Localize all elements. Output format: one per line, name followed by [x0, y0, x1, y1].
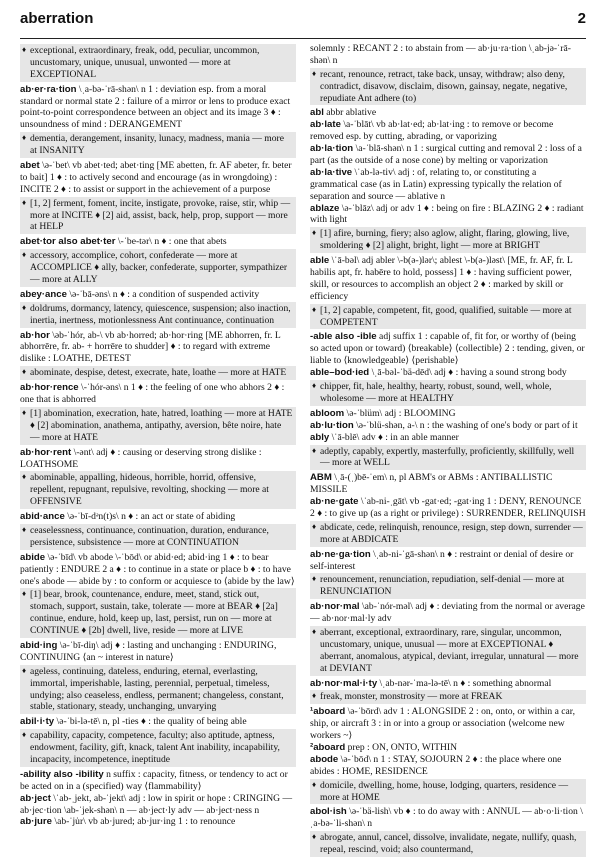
synonym-block	[20, 407, 296, 445]
headword: ab·nor·mal·i·ty	[310, 677, 378, 689]
dictionary-entry	[310, 678, 586, 690]
synonym-block	[310, 380, 586, 406]
dictionary-entry	[20, 447, 296, 471]
definition-text: \ə-ˈbīd\ vb abode \-ˈbōd\ or abid·ed; abid·ing 1 ♦ : to bear patiently : ENDURE 2 a ♦ : to continue in a state or place b ♦ : to have one's abode — abide by : to conform or acquiesce to ⟨abide by the law⟩	[20, 551, 295, 587]
definition-text: \ə-ˈbī-dᵊn(t)s\ n ♦ : an act or state of abiding	[64, 511, 236, 523]
definition-text: \ə-ˈbī-diŋ\ adj ♦ : lasting and unchanging : ENDURING, CONTINUING ⟨an ~ interest in nature⟩	[20, 639, 277, 663]
synonym-text: abominable, appalling, hideous, horrible, horrid, offensive, repellent, repugnant, repulsive, revolting, shocking — more at OFFENSIVE	[30, 472, 269, 508]
dictionary-entry	[310, 143, 586, 167]
synonym-text: abominate, despise, detest, execrate, hate, loathe — more at HATE	[30, 367, 287, 379]
dictionary-entry	[310, 432, 586, 444]
dictionary-entry	[310, 408, 586, 420]
synonym-text: accessory, accomplice, cohort, confederate — more at ACCOMPLICE ♦ ally, backer, confederate, supporter, sympathizer — more at ALLY	[30, 250, 288, 286]
definition-text: \ˈab-lə-tiv\ adj : of, relating to, or constituting a grammatical case (as in Latin) expressing typically the relation of separation and source — ablative n	[310, 166, 562, 202]
synonym-block	[310, 779, 586, 805]
definition-text: \ab-ˈnór-məl\ adj ♦ : deviating from the normal or average — ab·nor·mal·ly adv	[310, 601, 585, 625]
headword: abil·i·ty	[20, 716, 55, 728]
synonym-block	[20, 665, 296, 715]
definition-text: \ˌab-ni-ˈgā-shən\ n ♦ : restraint or denial of desire or self-interest	[310, 548, 574, 572]
dictionary-entry	[20, 289, 296, 301]
synonym-block	[310, 521, 586, 547]
dictionary-entry	[310, 420, 586, 432]
definition-text: \ˈā-bəl\ adj abler \-b(ə-)lər\; ablest \-b(ə-)ləst\ [ME, fr. AF, fr. L habilis apt, fr. habēre to hold, possess] 1 ♦ : having sufficient power, skill, or resources to accomplish an object 2 ♦ : marked by skill or efficiency	[310, 255, 573, 302]
headword: ¹aboard	[310, 706, 346, 718]
dictionary-entry	[20, 84, 296, 132]
synonym-text: doldrums, dormancy, latency, quiescence, suspension; also inaction, inertia, inertness, motionlessness Ant continuance, continuation	[30, 302, 291, 326]
dictionary-entry	[310, 742, 586, 754]
headword: abol·ish	[310, 806, 347, 818]
headword: abet	[20, 160, 40, 172]
headword: abode	[310, 753, 339, 765]
synonym-text: ceaselessness, continuance, continuation, duration, endurance, persistence, subsistence — more at CONTINUATION	[30, 524, 269, 548]
dictionary-entry	[310, 472, 586, 496]
definition-text: \a-ˈblāt\ vb ab·lat·ed; ab·lat·ing : to remove or become removed esp. by cutting, abrading, or vaporizing	[310, 119, 554, 143]
definition-text: \ˌa-bə-ˈrā-shən\ n 1 : deviation esp. from a moral standard or normal state 2 : failure of a mirror or lens to produce exact point-to-point correspondence between an object and its image 3 ♦ : unsoundness of mind : DERANGEMENT	[20, 83, 291, 131]
definition-text: \ə-ˈblüm\ adj : BLOOMING	[344, 407, 456, 419]
headword: abl	[310, 107, 324, 119]
synonym-text: dementia, derangement, insanity, lunacy, madness, mania — more at INSANITY	[30, 133, 284, 157]
dictionary-entry	[310, 255, 586, 303]
synonym-block	[310, 445, 586, 471]
headword: ab·ne·gate	[310, 496, 359, 508]
synonym-text: ageless, continuing, dateless, enduring, eternal, everlasting, immortal, imperishable, lasting, perennial, perpetual, timeless, undying; also ceaseless, endless, permanent; changeless, constant, stable, stationary, steady, unchanging, unvarying	[30, 665, 284, 713]
headword: ab·ject	[20, 792, 51, 804]
headword: ab·ne·ga·tion	[310, 548, 371, 560]
definition-text: \ab-ˈju̇r\ vb ab·jured; ab·jur·ing 1 : to renounce	[52, 816, 236, 828]
synonym-text: freak, monster, monstrosity — more at FREAK	[320, 691, 503, 703]
synonym-block	[310, 831, 586, 857]
dictionary-entry	[20, 511, 296, 523]
synonym-block	[20, 366, 296, 380]
headword: able	[310, 255, 330, 267]
synonym-text: [1] afire, burning, fiery; also aglow, alight, flaring, glowing, live, smoldering ♦ [2] alight, bright, light — more at BRIGHT	[320, 228, 570, 252]
header-rule	[20, 38, 586, 39]
definition-text: n suffix : capacity, fitness, or tendency to act or be acted on in a (specified) way ⟨flammability⟩	[20, 768, 288, 792]
synonym-text: recant, renounce, retract, take back, unsay, withdraw; also deny, contradict, disavow, disclaim, disown, gainsay, negate, negative, repudiate Ant adhere (to)	[320, 68, 568, 104]
dictionary-entry	[310, 203, 586, 227]
synonym-text: renouncement, renunciation, repudiation, self-denial — more at RENUNCIATION	[320, 574, 565, 598]
dictionary-entry	[20, 640, 296, 664]
dictionary-entry	[20, 552, 296, 588]
dictionary-entry	[310, 43, 586, 67]
dictionary-entry	[310, 806, 586, 830]
headword: ab·hor·rent	[20, 446, 72, 458]
synonym-block	[20, 588, 296, 638]
definition-text: \ə-ˈbōd\ n 1 : STAY, SOJOURN 2 ♦ : the place where one abides : HOME, RESIDENCE	[310, 753, 562, 777]
headword: ab·lu·tion	[310, 419, 354, 431]
page-number: 2	[577, 10, 586, 27]
definition-text: \ə-ˈbā-əns\ n ♦ : a condition of suspended activity	[66, 288, 260, 300]
definition-text: abbr ablative	[323, 107, 377, 119]
synonym-block	[310, 68, 586, 106]
left-column	[20, 43, 296, 859]
definition-text: \ˈab-ˌjekt, ab-ˈjekt\ adj : low in spirit or hope : CRINGING — ab·jec·tion \ab-ˈjek-shən\ n — ab·ject·ly adv — ab·ject·ness n	[20, 792, 293, 816]
synonym-text: [1, 2] ferment, foment, incite, instigate, provoke, raise, stir, whip — more at INCITE ♦ [2] aid, assist, back, help, prop, support — more at HELP	[30, 197, 291, 233]
headword: ab·hor·rence	[20, 382, 79, 394]
definition-text: \ə-ˈbōrd\ adv 1 : ALONGSIDE 2 : on, onto, or within a car, ship, or aircraft 3 : in or into a group or association ⟨welcome new workers ~⟩	[310, 706, 576, 742]
synonym-text: exceptional, extraordinary, freak, odd, peculiar, uncommon, uncustomary, unique, unusual, unwonted — more at EXCEPTIONAL	[30, 45, 260, 80]
definition-text: adj suffix 1 : capable of, fit for, or worthy of (being so acted upon or toward) ⟨breakable⟩ ⟨collectible⟩ 2 : tending, given, or liable to ⟨knowledgeable⟩ ⟨perishable⟩	[310, 331, 585, 367]
definition-text: \-ənt\ adj ♦ : causing or deserving strong dislike : LOATHSOME	[20, 446, 262, 470]
synonym-block	[20, 44, 296, 82]
headword: ab·la·tive	[310, 166, 353, 178]
synonym-block	[20, 524, 296, 550]
headword: able–bod·ied	[310, 367, 370, 379]
guide-word: aberration	[20, 10, 94, 27]
headword: ab·er·ra·tion	[20, 83, 77, 95]
headword: ab·nor·mal	[310, 601, 360, 613]
dictionary-entry	[310, 549, 586, 573]
definition-text: \-ˈbe-tər\ n ♦ : one that abets	[115, 236, 227, 248]
definition-text: \ˈab-ni-ˌgāt\ vb -gat·ed; -gat·ing 1 : DENY, RENOUNCE 2 ♦ : to give up (as a right or privilege) : SURRENDER, RELINQUISH	[310, 496, 586, 519]
headword: ab·hor	[20, 329, 50, 341]
synonym-text: [1] abomination, execration, hate, hatred, loathing — more at HATE ♦ [2] abomination, anathema, antipathy, aversion, bête noire, hate — more at HATE	[30, 407, 293, 443]
headword: ²aboard	[310, 741, 346, 753]
right-column	[310, 43, 586, 859]
definition-text: solemnly : RECANT 2 : to abstain from — ab·ju·ra·tion \ˌab-jə-ˈrā-shən\ n	[310, 43, 571, 66]
definition-text: \ˌab-nər-ˈma-lə-tē\ n ♦ : something abnormal	[377, 677, 552, 689]
definition-text: \əb-ˈhór, ab-\ vb ab·horred; ab·hor·ring [ME abhorren, fr. L abhorrēre, fr. ab- + horrēre to shudder] ♦ : to regard with extreme dislike : LOATHE, DETEST	[20, 329, 281, 365]
synonym-block	[310, 227, 586, 253]
synonym-block	[20, 249, 296, 287]
synonym-text: [1, 2] capable, competent, fit, good, qualified, suitable — more at COMPETENT	[320, 304, 572, 328]
headword: abey·ance	[20, 288, 67, 300]
synonym-text: abdicate, cede, relinquish, renounce, resign, step down, surrender — more at ABDICATE	[320, 521, 583, 545]
headword: ablaze	[310, 202, 340, 214]
synonym-text: adeptly, capably, expertly, masterfully, proficiently, skillfully, well — more at WELL	[320, 445, 575, 469]
synonym-block	[310, 304, 586, 330]
columns	[20, 43, 586, 859]
headword: abid·ing	[20, 639, 58, 651]
synonym-text: [1] bear, brook, countenance, endure, meet, stand, stick out, stomach, support, sustain, take, tolerate — more at BEAR ♦ [2a] continue, endure, hold, keep up, last, persist, run on — more at CONTINUE ♦ [2b] dwell, live, reside — more at LIVE	[30, 589, 278, 637]
definition-text: \ə-ˈbi-lə-tē\ n, pl -ties ♦ : the quality of being able	[54, 716, 247, 728]
synonym-text: abrogate, annul, cancel, dissolve, invalidate, negate, nullify, quash, repeal, rescind, void; also countermand,	[320, 832, 577, 856]
headword: ab·late	[310, 119, 341, 131]
synonym-text: capability, capacity, competence, faculty; also aptitude, aptness, endowment, facility, gift, knack, talent Ant inability, incapability, incapacity, incompetence, ineptitude	[30, 730, 280, 765]
synonym-text: chipper, fit, hale, healthy, hearty, robust, sound, well, whole, wholesome — more at HEALTHY	[320, 381, 552, 404]
dictionary-entry	[20, 330, 296, 366]
dictionary-entry	[20, 793, 296, 817]
headword: ab·jure	[20, 816, 52, 828]
synonym-block	[20, 302, 296, 328]
headword: -able also -ible	[310, 331, 377, 343]
dictionary-entry	[20, 816, 296, 828]
synonym-text: aberrant, exceptional, extraordinary, rare, singular, uncommon, uncustomary, unique, unusual — more at EXCEPTIONAL ♦ aberrant, anomalous, atypical, deviant, irregular, unnatural — more at DEVIANT	[320, 626, 579, 674]
synonym-text: domicile, dwelling, home, house, lodging, quarters, residence — more at HOME	[320, 779, 569, 803]
page-header	[20, 10, 586, 36]
headword: abide	[20, 551, 46, 563]
dictionary-entry	[20, 382, 296, 406]
synonym-block	[20, 197, 296, 235]
synonym-block	[310, 573, 586, 599]
dictionary-entry	[310, 119, 586, 143]
headword: ABM	[310, 472, 332, 484]
dictionary-entry	[310, 601, 586, 625]
synonym-block	[310, 626, 586, 676]
definition-text: \ˌā-(ˌ)bē-ˈem\ n, pl ABM's or ABMs : ANTIBALLISTIC MISSILE	[310, 472, 553, 496]
definition-text: \ə-ˈblāz\ adj or adv 1 ♦ : being on fire : BLAZING 2 ♦ : radiant with light	[310, 202, 584, 226]
dictionary-entry	[310, 706, 586, 742]
definition-text: \ˌā-bəl-ˈbä-dēd\ adj ♦ : having a sound strong body	[369, 367, 567, 379]
headword: -ability also -ibility	[20, 768, 104, 780]
synonym-block	[20, 471, 296, 509]
dictionary-entry	[310, 754, 586, 778]
definition-text: prep : ON, ONTO, WITHIN	[345, 741, 458, 753]
dictionary-entry	[310, 496, 586, 520]
dictionary-entry	[310, 107, 586, 119]
headword: abid·ance	[20, 511, 65, 523]
dictionary-entry	[310, 367, 586, 379]
synonym-block	[310, 690, 586, 704]
dictionary-entry	[310, 331, 586, 367]
definition-text: \ə-ˈblü-shən, a-\ n : the washing of one's body or part of it	[353, 419, 578, 431]
synonym-block	[20, 132, 296, 158]
definition-text: \-ˈhór-əns\ n 1 ♦ : the feeling of one who abhors 2 ♦ : one that is abhorred	[20, 382, 285, 406]
definition-text: \ˈā-blē\ adv ♦ : in an able manner	[329, 431, 459, 443]
definition-text: \a-ˈblā-shən\ n 1 : surgical cutting and removal 2 : loss of a part (as the outside of a nose cone) by melting or vaporization	[310, 143, 582, 167]
dictionary-entry	[20, 236, 296, 248]
synonym-block	[20, 729, 296, 767]
dictionary-entry	[310, 167, 586, 203]
headword: abloom	[310, 407, 345, 419]
headword: ab·la·tion	[310, 143, 354, 155]
definition-text: \ə-ˈbet\ vb abet·ted; abet·ting [ME abetten, fr. AF abeter, fr. beter to bait] 1 ♦ : to actively second and encourage (as in wrongdoing) : INCITE 2 ♦ : to assist or support in the achievement of a purpose	[20, 160, 292, 195]
definition-text: \ə-ˈbä-lish\ vb ♦ : to do away with : ANNUL — ab·o·li·tion \ˌa-bə-ˈli-shən\ n	[310, 806, 583, 830]
dictionary-entry	[20, 716, 296, 728]
dictionary-entry	[20, 769, 296, 793]
headword: ably	[310, 431, 330, 443]
dictionary-entry	[20, 160, 296, 196]
headword: abet·tor also abet·ter	[20, 236, 116, 248]
